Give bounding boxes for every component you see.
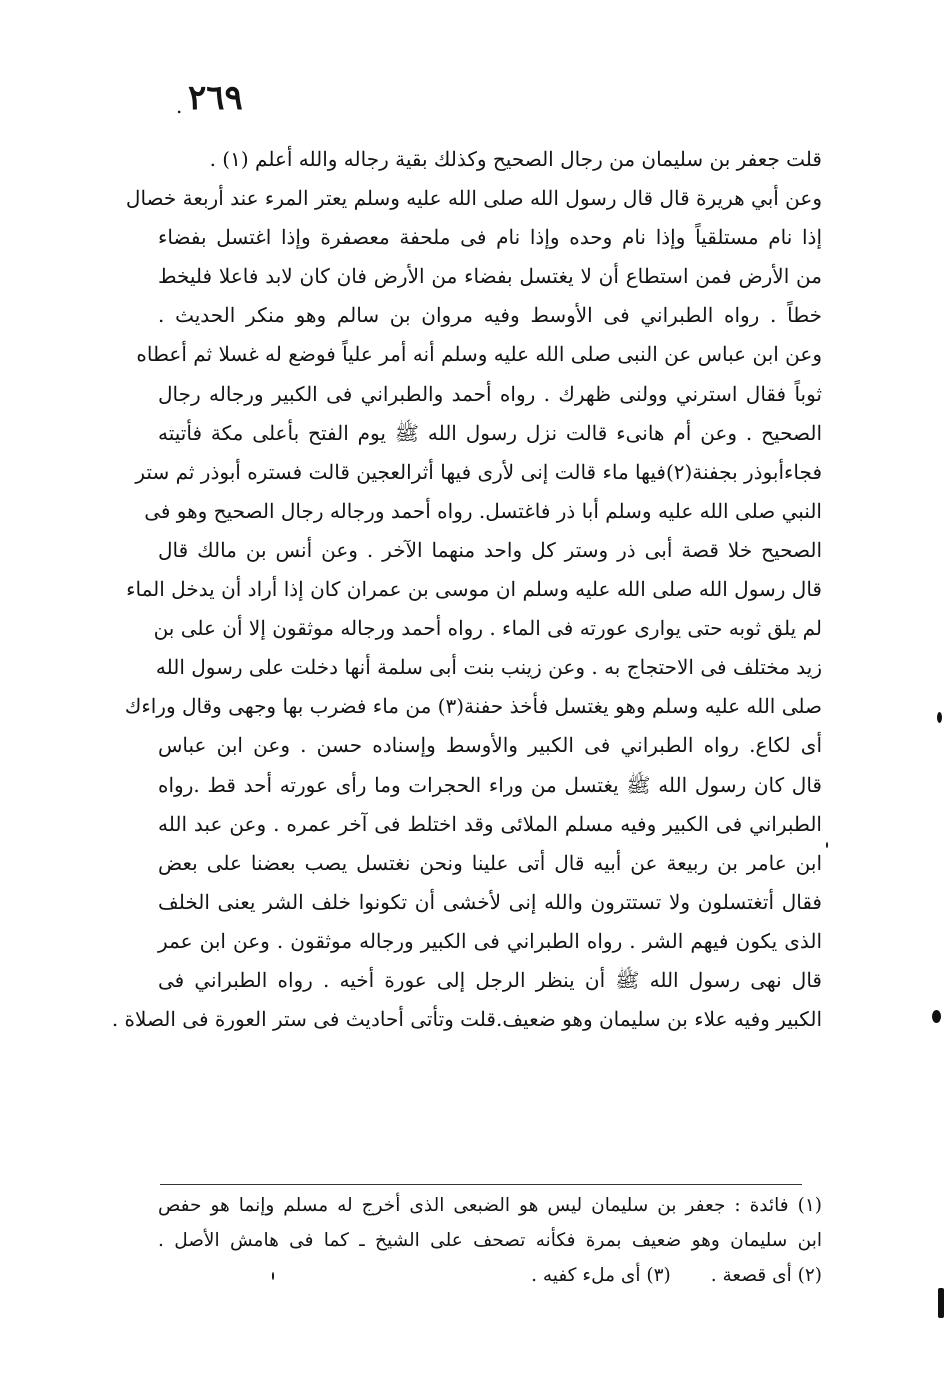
text-line: من الأرض فمن استطاع أن لا يغتسل بفضاء من الأرض فان كان لابد فاعلا فليخط xyxy=(158,264,822,289)
scan-speck xyxy=(937,712,942,723)
footnote-line xyxy=(158,1258,822,1293)
text-line: وعن ابن عباس عن النبى صلى الله عليه وسلم أنه أمر علياً فوضع له غسلا ثم أعطاه xyxy=(136,342,822,367)
text-line: زيد مختلف فى الاحتجاج به . وعن زينب بنت أبى سلمة أنها دخلت على رسول الله xyxy=(155,655,822,680)
footnote-line: (١) فائدة : جعفر بن سليمان ليس هو الضبعى الذى أخرج له مسلم وإنما هو حفص xyxy=(158,1195,822,1216)
text-line: إذا نام مستلقياً وإذا نام وحده وإذا نام فى ملحفة معصفرة وإذا اغتسل بفضاء xyxy=(158,225,822,250)
page-number: ٢٦٩ xyxy=(188,78,243,118)
text-line: الكبير وفيه علاء بن سليمان وهو ضعيف.قلت وتأتى أحاديث فى ستر العورة فى الصلاة . xyxy=(111,1007,822,1032)
text-line: ثوباً فقال استرني وولنى ظهرك . رواه أحمد والطبراني فى الكبير ورجاله رجال xyxy=(158,381,822,406)
text-line: النبي صلى الله عليه وسلم أبا ذر فاغتسل. رواه أحمد ورجاله رجال الصحيح وهو فى xyxy=(144,498,822,523)
text-line: قال نهى رسول الله ﷺ أن ينظر الرجل إلى عورة أخيه . رواه الطبراني فى xyxy=(158,967,822,992)
footnote-line: ابن سليمان وهو ضعيف بمرة فكأنه تصحف على الشيخ ـ كما فى هامش الأصل . xyxy=(158,1230,822,1251)
footnote-3: (٣) أى ملء كفيه . xyxy=(531,1265,671,1286)
text-line: الصحيح خلا قصة أبى ذر وستر كل واحد منهما الآخر . وعن أنس بن مالك قال xyxy=(158,537,822,562)
text-line: صلى الله عليه وسلم وهو يغتسل فأخذ حفنة(٣) من ماء فضرب بها وجهى وقال وراءك xyxy=(124,694,822,719)
text-line: الطبراني فى الكبير وفيه مسلم الملائى وقد اختلط فى آخر عمره . وعن عبد الله xyxy=(158,811,822,836)
scan-speck xyxy=(932,1010,941,1023)
text-line: الذى يكون فيهم الشر . رواه الطبراني فى الكبير ورجاله موثقون . وعن ابن عمر xyxy=(158,928,822,953)
text-line: قلت جعفر بن سليمان من رجال الصحيح وكذلك بقية رجاله والله أعلم (١) . xyxy=(209,147,822,171)
text-line: الصحيح . وعن أم هانىء قالت نزل رسول الله ﷺ يوم الفتح بأعلى مكة فأتيته xyxy=(158,420,822,445)
text-line: قال كان رسول الله ﷺ يغتسل من وراء الحجرات وما رأى عورته أحد قط .رواه xyxy=(158,772,822,797)
scan-mark xyxy=(938,1288,944,1318)
text-line: وعن أبي هريرة قال قال رسول الله صلى الله عليه وسلم يعتر المرء عند أربعة خصال xyxy=(125,186,822,211)
text-line: خطاً . رواه الطبراني فى الأوسط وفيه مروان بن سالم وهو منكر الحديث . xyxy=(158,303,822,328)
text-line: فجاءأبوذر بجفنة(٢)فيها ماء قالت إنى لأرى فيها أثرالعجين قالت فستره أبوذر ثم ستر xyxy=(135,459,822,484)
text-line: لم يلق ثوبه حتى يوارى عورته فى الماء . رواه أحمد ورجاله موثقون إلا أن على بن xyxy=(153,616,822,641)
text-line: أى لكاع. رواه الطبراني فى الكبير والأوسط وإسناده حسن . وعن ابن عباس xyxy=(158,733,822,758)
scan-speck xyxy=(272,1272,274,1280)
footnote-separator xyxy=(160,1184,802,1185)
text-line: قال رسول الله صلى الله عليه وسلم ان موسى بن عمران كان إذا أراد أن يدخل الماء xyxy=(126,577,822,602)
footnotes xyxy=(158,1188,822,1293)
page-number-dot: . xyxy=(176,94,183,118)
text-line: فقال أتغتسلون ولا تستترون والله إنى لأخشى أن تكونوا خلف الشر يعنى الخلف xyxy=(158,889,822,914)
text-line: ابن عامر بن ربيعة عن أبيه قال أتى علينا ونحن نغتسل يصب بعضنا على بعض xyxy=(158,850,822,875)
footnote-2: (٢) أى قصعة . xyxy=(710,1265,822,1286)
body-text xyxy=(111,140,822,1039)
scan-speck xyxy=(826,842,828,848)
